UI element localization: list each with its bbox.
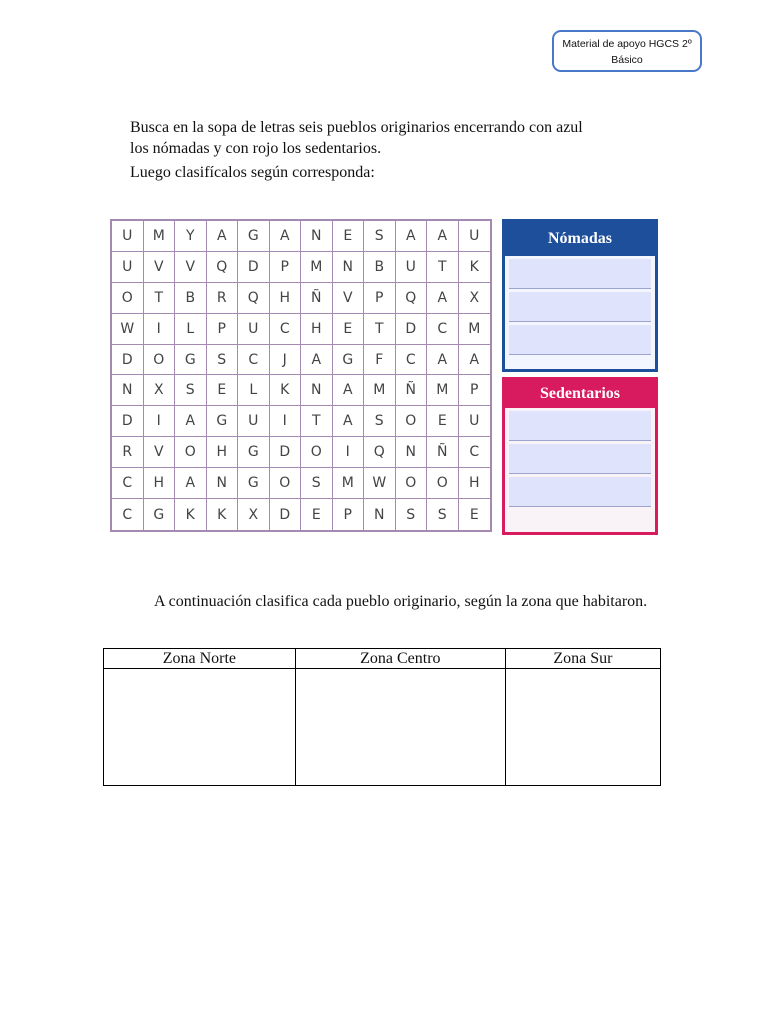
word-search-cell[interactable]: C — [459, 437, 491, 468]
nomadas-panel — [502, 219, 658, 372]
word-search-cell[interactable]: F — [364, 345, 396, 376]
word-search-cell[interactable]: A — [396, 221, 428, 252]
word-search-cell[interactable]: R — [112, 437, 144, 468]
word-search-cell[interactable]: U — [112, 252, 144, 283]
word-search-cell[interactable]: O — [112, 283, 144, 314]
word-search-cell[interactable]: G — [238, 468, 270, 499]
zone-north-cell[interactable] — [104, 669, 296, 786]
word-search-cell[interactable]: E — [427, 406, 459, 437]
word-search-cell[interactable]: Q — [364, 437, 396, 468]
word-search-cell[interactable]: S — [175, 375, 207, 406]
word-search-cell[interactable]: G — [238, 221, 270, 252]
word-search-cell[interactable]: L — [238, 375, 270, 406]
word-search-cell[interactable]: A — [427, 345, 459, 376]
word-search-cell[interactable]: D — [112, 406, 144, 437]
word-search-cell[interactable]: M — [144, 221, 176, 252]
word-search-cell[interactable]: G — [333, 345, 365, 376]
word-search-cell[interactable]: I — [144, 314, 176, 345]
instruction-line-2: los nómadas y con rojo los sedentarios. — [130, 140, 382, 157]
zone-south-header: Zona Sur — [505, 649, 660, 669]
word-search-cell[interactable]: E — [333, 314, 365, 345]
word-search-cell[interactable]: R — [207, 283, 239, 314]
word-search-cell[interactable]: M — [459, 314, 491, 345]
word-search-cell[interactable]: B — [175, 283, 207, 314]
word-search-cell[interactable]: C — [238, 345, 270, 376]
word-search-cell[interactable]: O — [396, 406, 428, 437]
header-line-1: Material de apoyo HGCS 2º — [562, 38, 692, 50]
sedentarios-answer-slot[interactable] — [509, 444, 651, 474]
word-search-cell[interactable]: N — [396, 437, 428, 468]
word-search-cell[interactable]: Ñ — [301, 283, 333, 314]
word-search-cell[interactable]: M — [301, 252, 333, 283]
word-search-cell[interactable]: S — [301, 468, 333, 499]
word-search-cell[interactable]: X — [459, 283, 491, 314]
word-search-cell[interactable]: N — [364, 499, 396, 530]
word-search-cell[interactable]: Y — [175, 221, 207, 252]
instruction-line-1: Busca en la sopa de letras seis pueblos originarios encerrando con azul — [130, 119, 583, 136]
word-search-cell[interactable]: A — [175, 406, 207, 437]
word-search-cell[interactable]: K — [175, 499, 207, 530]
word-search-cell[interactable]: W — [112, 314, 144, 345]
word-search-cell[interactable]: P — [459, 375, 491, 406]
word-search-cell[interactable]: X — [238, 499, 270, 530]
sedentarios-answer-slot[interactable] — [509, 477, 651, 507]
word-search-cell[interactable]: E — [207, 375, 239, 406]
word-search-cell[interactable]: N — [333, 252, 365, 283]
word-search-cell[interactable]: Ñ — [396, 375, 428, 406]
word-search-cell[interactable]: G — [175, 345, 207, 376]
sedentarios-title: Sedentarios — [505, 380, 655, 408]
word-search-cell[interactable]: G — [144, 499, 176, 530]
word-search-cell[interactable]: H — [144, 468, 176, 499]
word-search-cell[interactable]: O — [175, 437, 207, 468]
word-search-cell[interactable]: U — [459, 221, 491, 252]
word-search-cell[interactable]: S — [207, 345, 239, 376]
word-search-cell[interactable]: N — [207, 468, 239, 499]
word-search-cell[interactable]: Q — [238, 283, 270, 314]
word-search-cell[interactable]: T — [144, 283, 176, 314]
word-search-cell[interactable]: H — [301, 314, 333, 345]
word-search-cell[interactable]: H — [207, 437, 239, 468]
word-search-cell[interactable]: L — [175, 314, 207, 345]
word-search-cell[interactable]: U — [396, 252, 428, 283]
word-search-cell[interactable]: I — [144, 406, 176, 437]
word-search-cell[interactable]: N — [112, 375, 144, 406]
word-search-cell[interactable]: G — [238, 437, 270, 468]
word-search-cell[interactable]: D — [270, 499, 302, 530]
word-search-cell[interactable]: J — [270, 345, 302, 376]
word-search-cell[interactable]: O — [396, 468, 428, 499]
word-search-cell[interactable]: Q — [396, 283, 428, 314]
word-search-cell[interactable]: A — [270, 221, 302, 252]
zone-north-header: Zona Norte — [104, 649, 296, 669]
word-search-cell[interactable]: S — [364, 221, 396, 252]
word-search-cell[interactable]: A — [175, 468, 207, 499]
word-search-cell[interactable]: T — [364, 314, 396, 345]
header-label-box — [552, 30, 702, 72]
word-search-cell[interactable]: O — [270, 468, 302, 499]
word-search-cell[interactable]: D — [238, 252, 270, 283]
zones-table — [103, 648, 661, 786]
word-search-cell[interactable]: A — [333, 406, 365, 437]
word-search-cell[interactable]: C — [112, 499, 144, 530]
word-search-cell[interactable]: A — [459, 345, 491, 376]
word-search-cell[interactable]: N — [301, 375, 333, 406]
word-search-cell[interactable]: P — [207, 314, 239, 345]
nomadas-answer-slot[interactable] — [509, 259, 651, 289]
nomadas-answer-slot[interactable] — [509, 292, 651, 322]
word-search-cell[interactable]: X — [144, 375, 176, 406]
word-search-cell[interactable]: P — [364, 283, 396, 314]
word-search-cell[interactable]: C — [396, 345, 428, 376]
word-search-cell[interactable]: A — [301, 345, 333, 376]
word-search-cell[interactable]: S — [364, 406, 396, 437]
word-search-cell[interactable]: N — [301, 221, 333, 252]
word-search-cell[interactable]: D — [270, 437, 302, 468]
word-search-cell[interactable]: M — [333, 468, 365, 499]
zones-instruction-text: A continuación clasifica cada pueblo originario, según la zona que habitaron. — [154, 593, 648, 610]
word-search-cell[interactable]: K — [207, 499, 239, 530]
word-search-cell[interactable]: E — [333, 221, 365, 252]
word-search-cell[interactable]: T — [427, 252, 459, 283]
word-search-cell[interactable]: C — [427, 314, 459, 345]
word-search-cell[interactable]: A — [427, 283, 459, 314]
word-search-cell[interactable]: A — [207, 221, 239, 252]
word-search-cell[interactable]: O — [144, 345, 176, 376]
zone-center-cell[interactable] — [295, 669, 505, 786]
word-search-cell[interactable]: W — [364, 468, 396, 499]
word-search-cell[interactable]: B — [364, 252, 396, 283]
zone-south-cell[interactable] — [505, 669, 660, 786]
word-search-cell[interactable]: O — [427, 468, 459, 499]
word-search-cell[interactable]: U — [238, 406, 270, 437]
word-search-cell[interactable]: P — [333, 499, 365, 530]
word-search-cell[interactable]: D — [396, 314, 428, 345]
word-search-cell[interactable]: V — [144, 437, 176, 468]
word-search-cell[interactable]: C — [270, 314, 302, 345]
word-search-cell[interactable]: E — [301, 499, 333, 530]
word-search-cell[interactable]: H — [459, 468, 491, 499]
zones-instruction — [110, 591, 670, 613]
word-search-cell[interactable]: I — [333, 437, 365, 468]
header-line-2: Básico — [611, 54, 643, 66]
word-search-cell[interactable]: S — [427, 499, 459, 530]
word-search-cell[interactable]: M — [364, 375, 396, 406]
word-search-cell[interactable]: V — [144, 252, 176, 283]
word-search-cell[interactable]: T — [301, 406, 333, 437]
nomadas-answer-slot[interactable] — [509, 325, 651, 355]
sedentarios-panel — [502, 377, 658, 535]
word-search-cell[interactable]: U — [238, 314, 270, 345]
word-search-cell[interactable]: S — [396, 499, 428, 530]
word-search-cell[interactable]: V — [333, 283, 365, 314]
word-search-cell[interactable]: E — [469, 506, 479, 523]
word-search-cell[interactable]: P — [270, 252, 302, 283]
instruction-line-3: Luego clasifícalos según corresponda: — [130, 164, 375, 181]
word-search-cell[interactable]: M — [427, 375, 459, 406]
word-search-cell[interactable]: H — [270, 283, 302, 314]
word-search-cell[interactable]: V — [175, 252, 207, 283]
word-search-cell[interactable]: K — [270, 375, 302, 406]
word-search-cell[interactable]: I — [270, 406, 302, 437]
word-search-cell[interactable]: U — [112, 221, 144, 252]
word-search-cell[interactable]: A — [333, 375, 365, 406]
word-search-cell[interactable]: K — [459, 252, 491, 283]
word-search-cell[interactable]: G — [207, 406, 239, 437]
nomadas-title: Nómadas — [505, 222, 655, 256]
sedentarios-answer-slot[interactable] — [509, 411, 651, 441]
instructions — [130, 117, 670, 183]
zone-center-header: Zona Centro — [295, 649, 505, 669]
word-search-grid[interactable] — [110, 219, 492, 532]
word-search-cell[interactable]: U — [459, 406, 491, 437]
word-search-cell[interactable]: Q — [207, 252, 239, 283]
word-search-cell[interactable]: Ñ — [427, 437, 459, 468]
word-search-cell[interactable]: O — [301, 437, 333, 468]
word-search-cell[interactable]: D — [112, 345, 144, 376]
word-search-cell[interactable]: C — [112, 468, 144, 499]
word-search-cell[interactable]: A — [427, 221, 459, 252]
